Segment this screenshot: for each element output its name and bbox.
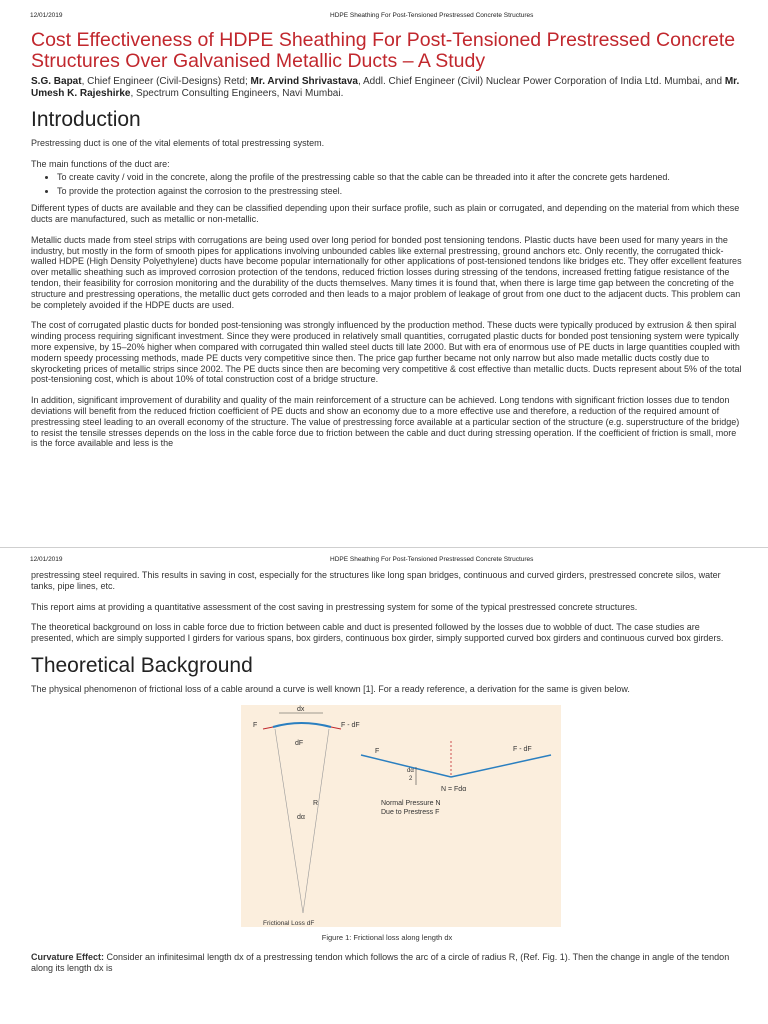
normal-pressure-label: Normal Pressure N [381,799,441,807]
body-paragraph: The theoretical background on loss in cable force due to friction between cable and duct is presented followed by the losses due to wobble of duct. The case studies are presented, which are simply supported I girders for various spans, box girders, continuous box girder, simply supported curved box girders and continuous curved box girders. [31,622,724,644]
header-date: 12/01/2019 [30,12,63,19]
frictional-loss-label: Frictional Loss dF [263,919,315,927]
article-title: Cost Effectiveness of HDPE Sheathing For Post-Tensioned Prestressed Concrete Structures Over Galvanised Metallic Ducts – A Study [31,29,736,72]
header-title: HDPE Sheathing For Post-Tensioned Prestressed Concrete Structures [330,12,534,19]
normal-force-label: N = Fdα [441,785,467,793]
header-title: HDPE Sheathing For Post-Tensioned Prestressed Concrete Structures [330,556,534,563]
page-1-content [31,30,743,459]
author-2-desc: , Addl. Chief Engineer (Civil) Nuclear Power Corporation of India Ltd. Mumbai, and [357,76,725,87]
author-1-desc: , Chief Engineer (Civil-Designs) Retd; [81,76,251,87]
intro-paragraph: The main functions of the duct are: [31,158,170,169]
dalpha-denominator-label: 2 [409,775,413,782]
author-1-name: S.G. Bapat [31,76,82,87]
body-paragraph [31,952,743,974]
introduction-heading: Introduction [31,108,141,131]
radius-line-right [303,729,329,913]
df-label: dF [295,739,304,747]
radius-line-left [275,729,303,913]
theoretical-background-heading: Theoretical Background [31,653,253,677]
authors [31,76,743,100]
intro-paragraph: The cost of corrugated plastic ducts for bonded post-tensioning was strongly influenced by the production method. These ducts were typically produced by extrusion & then spiral winding process requiring significant investment. Since they were produced in relatively small quantities, corrugated plastic ducts for bonded post tensioning system were typically more expensive, by 15–20% higher when compared with corrugated thin walled steel ducts till late 2000. But with era of enormous use of PE ducts in large quantities coupled with modern speedy processing methods, made PE ducts very competitive since then. The price gap further became not only narrow but also made metallic ducts costly due to skyrocketing prices of metallic strips since 2002. The PE ducts since then are becoming very competitive & cost effective than metallic ducts. Ducts represent about 5% of the total post-tensioning cost, which is about 10% of total construction cost of a bridge structure. [31,320,742,385]
dalpha-label: dα [297,813,305,821]
friction-diagram [241,705,561,927]
cable-arc [273,723,331,727]
force-arrow-left [263,727,273,729]
force-f-df-label: F - dF [341,721,360,729]
dalpha-label-2: dα [407,767,414,774]
intro-paragraph: Different types of ducts are available and they can be classified depending upon their surface profile, such as plain or corrugated, and depending on the material from which these ducts are manufactured, such as metallic or non-metallic. [31,203,740,224]
force-f-label: F [253,721,258,729]
body-paragraph: This report aims at providing a quantitative assessment of the cost saving in prestressing system for some of the typical prestressed concrete structures. [31,601,638,612]
author-3-desc: , Spectrum Consulting Engineers, Navi Mumbai. [130,88,344,99]
author-3-name: Mr. Umesh K. Rajeshirke [31,76,740,99]
dx-label: dx [297,705,305,713]
page-2-content [31,570,743,983]
body-paragraph: The physical phenomenon of frictional loss of a cable around a curve is well known [1]. For a ready reference, a derivation for the same is given below. [31,683,630,694]
intro-paragraph: Prestressing duct is one of the vital elements of total prestressing system. [31,138,325,148]
page-header [30,12,740,24]
duct-functions-list [31,172,743,198]
page-header [30,556,740,568]
radius-label: R [313,799,319,807]
figure-caption: Figure 1: Frictional loss along length dx [321,932,453,942]
intro-paragraph: In addition, significant improvement of durability and quality of the main reinforcement of a structure can be achieved. Long tendons with significant friction losses due to tendon deviations will benefit from the reduced friction coefficient of PE ducts and show an economy due to a more effective use and therefore, a reduction of the required amount of prestressing steel leading to an overall economy of the structure. The value of prestressing force available at a particular section of the structure (e.g. superstructure of the bridge) to resist the tensile stresses depends on the loss in the cable force due to friction between the cable and duct during stressing operation. If the coefficient of friction is small, more is the force available and less is the [31,395,740,449]
force-vector-f-df [451,755,551,777]
prestress-label: Due to Prestress F [381,808,440,816]
force-vector-f [361,755,451,777]
header-date: 12/01/2019 [30,556,63,563]
page-2 [0,548,768,1024]
curvature-effect-text: Consider an infinitesimal length dx of a prestressing tendon which follows the arc of a circle of radius R, (Ref. Fig. 1). Then the change in angle of the tendon along its length dx is [31,951,730,973]
list-item: • To provide the protection against the corrosion to the prestressing steel. [57,186,743,197]
list-item: • To create cavity / void in the concrete, along the profile of the prestressing cable so that the cable can be threaded into it after the concrete gets hardened. [57,172,743,183]
force-arrow-right [331,727,341,729]
force-f-df-label-2: F - dF [513,745,532,753]
force-f-label-2: F [375,747,380,755]
curvature-effect-label: Curvature Effect: [31,951,105,962]
intro-paragraph: Metallic ducts made from steel strips with corrugations are being used over long period for bonded post tensioning tendons. Plastic ducts have been used for many years in the industry, but mostly in the form of smooth pipes for applications involving unbounded cables like external prestressing, ground anchors etc. Only recently, the corrugated thick-walled HDPE (High Density Polyethylene) ducts have become popular internationally for other applications of post-tensioned tendons like bridges etc. They offer excellent features over metallic sheathing such as improved corrosion protection of the tendons, reduced friction losses during stressing of the tendons, increased fretting fatigue resistance of the tendon, their feasibility for corrosion monitoring and the durability of the ducts themselves. Many times it is found that, when there is large time gap between the concreting of the structure and prestressing operations, the metallic duct gets corroded and then leads to a major problem of leakage of grout from one duct to the adjacent ducts. This problem can be completely avoided if the HDPE ducts are used. [31,234,742,310]
author-2-name: Mr. Arvind Shrivastava [250,76,358,87]
figure-1 [241,705,561,927]
body-paragraph: prestressing steel required. This results in saving in cost, especially for the structures like long span bridges, continuous and curved girders, prestressed concrete silos, water tanks, pipe lines, etc. [31,570,721,591]
